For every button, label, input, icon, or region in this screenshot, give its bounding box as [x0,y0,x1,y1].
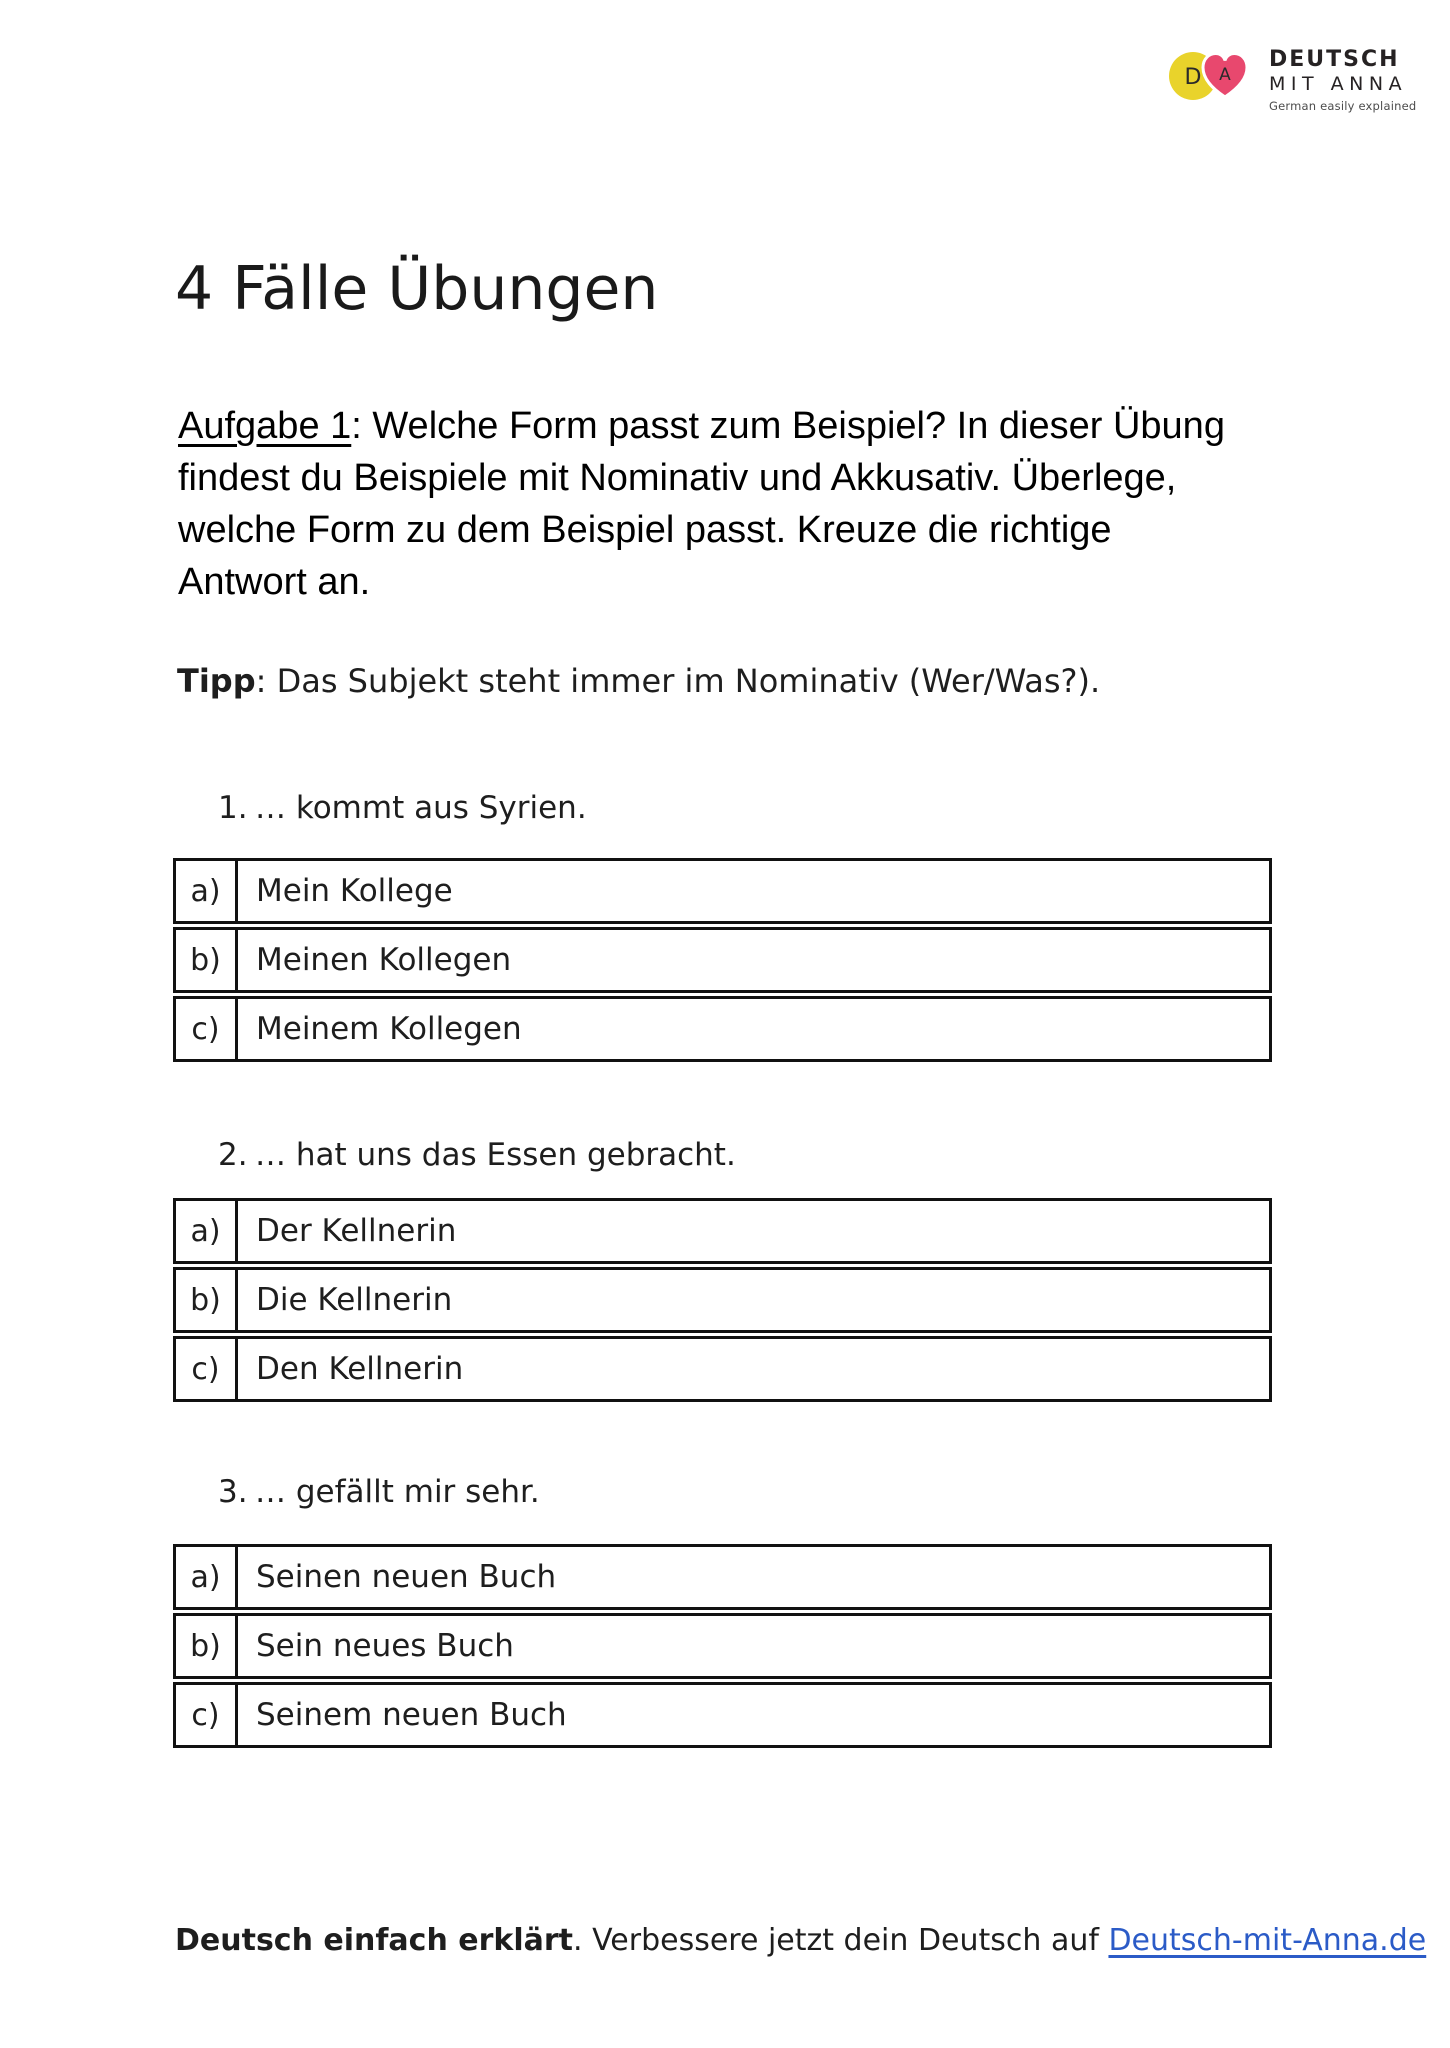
logo-name-line1: DEUTSCH [1269,47,1400,72]
footer-website-link[interactable]: Deutsch-mit-Anna.de [1108,1923,1427,1958]
option-text: Meinen Kollegen [256,942,512,978]
brand-logo [1168,40,1416,113]
option-letter: c) [176,999,238,1059]
option-text: Die Kellnerin [256,1282,453,1318]
logo-name-line2: MIT ANNA [1269,73,1408,95]
option-text: Mein Kollege [256,873,453,909]
question-2-number: 2. [218,1137,248,1173]
option-row-1a[interactable] [173,858,1272,924]
question-1-options-table [173,858,1272,1065]
task-line-3: welche Form zu dem Beispiel passt. Kreuze die richtige [178,509,1112,551]
option-letter: b) [176,930,238,990]
option-text: Sein neues Buch [256,1628,514,1664]
logo-letter-d: D [1184,65,1202,90]
option-text: Den Kellnerin [256,1351,464,1387]
task-label: Aufgabe 1 [178,405,352,447]
question-2 [218,1133,736,1177]
option-row-1c[interactable] [173,996,1272,1062]
footer-slogan: Deutsch einfach erklärt [175,1923,574,1958]
option-row-2a[interactable] [173,1198,1272,1264]
option-row-3c[interactable] [173,1682,1272,1748]
option-letter: a) [176,861,238,921]
task-line-4: Antwort an. [178,561,371,603]
page-title: 4 Fälle Übungen [175,254,659,325]
logo-heart-icon [1168,40,1260,112]
logo-tagline: German easily explained [1269,99,1417,113]
logo-wordmark [1269,40,1416,113]
task-line-2: findest du Beispiele mit Nominativ und Akkusativ. Überlege, [178,457,1177,499]
tip-label: Tipp [177,662,256,700]
option-letter: a) [176,1201,238,1261]
option-text: Der Kellnerin [256,1213,457,1249]
task-line-1-rest: : Welche Form passt zum Beispiel? In dieser Übung [351,405,1225,447]
option-row-1b[interactable] [173,927,1272,993]
question-3-number: 3. [218,1474,248,1510]
option-text: Seinen neuen Buch [256,1559,557,1595]
option-text: Seinem neuen Buch [256,1697,567,1733]
option-row-2c[interactable] [173,1336,1272,1402]
question-3-prompt: … gefällt mir sehr. [255,1474,540,1510]
option-letter: c) [176,1339,238,1399]
option-letter: a) [176,1547,238,1607]
option-letter: c) [176,1685,238,1745]
tip-rest: : Das Subjekt steht immer im Nominativ (Wer/Was?). [255,662,1101,700]
option-row-3b[interactable] [173,1613,1272,1679]
task-instructions [178,400,1225,608]
option-letter: b) [176,1270,238,1330]
option-row-3a[interactable] [173,1544,1272,1610]
question-2-options-table [173,1198,1272,1405]
question-1 [218,786,587,830]
question-3 [218,1470,540,1514]
footer [175,1921,1426,1961]
question-3-options-table [173,1544,1272,1751]
logo-letter-a: A [1219,65,1231,85]
tip-text [177,660,1100,702]
footer-middle-text: . Verbessere jetzt dein Deutsch auf [573,1923,1109,1958]
question-1-number: 1. [218,790,248,826]
option-row-2b[interactable] [173,1267,1272,1333]
option-letter: b) [176,1616,238,1676]
option-text: Meinem Kollegen [256,1011,522,1047]
question-1-prompt: … kommt aus Syrien. [255,790,587,826]
task-line-1 [178,400,1225,452]
question-2-prompt: … hat uns das Essen gebracht. [255,1137,736,1173]
